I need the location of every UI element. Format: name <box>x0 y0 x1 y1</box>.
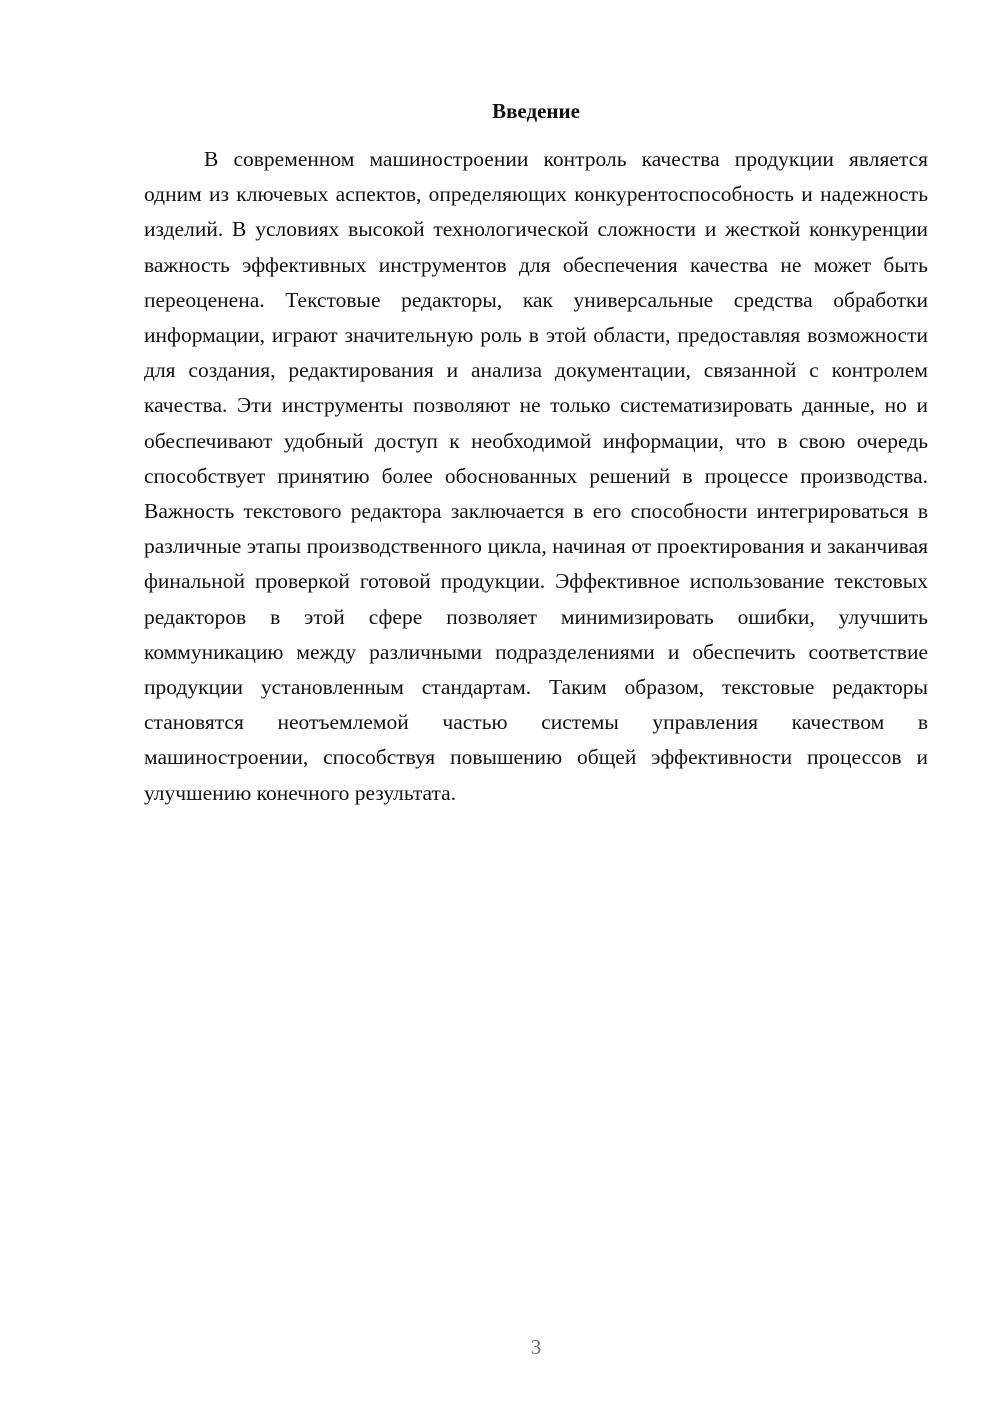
section-heading: Введение <box>492 99 580 123</box>
page-number: 3 <box>530 1335 542 1359</box>
body-paragraph: В современном машиностроении контроль качества продукции является одним из ключевых аспектов, определяющих конкурентоспособность и надежность изделий. В условиях высокой технологической сложности и жесткой конкуренции важность эффективных инструментов для обеспечения качества не может быть переоценена. Текстовые редакторы, как универсальные средства обработки информации, играют значительную роль в этой области, предоставляя возможности для создания, редактирования и анализа документации, связанной с контролем качества. Эти инструменты позволяют не только систематизировать данные, но и обеспечивают удобный доступ к необходимой информации, что в свою очередь способствует принятию более обоснованных решений в процессе производства. Важность текстового редактора заключается в его способности интегрироваться в различные этапы производственного цикла, начиная от проектирования и заканчивая финальной проверкой готовой продукции. Эффективное использование текстовых редакторов в этой сфере позволяет минимизировать ошибки, улучшить коммуникацию между различными подразделениями и обеспечить соответствие продукции установленным стандартам. Таким образом, текстовые редакторы становятся неотъемлемой частью системы управления качеством в машиностроении, способствуя повышению общей эффективности процессов и улучшению конечного результата. <box>144 147 928 805</box>
